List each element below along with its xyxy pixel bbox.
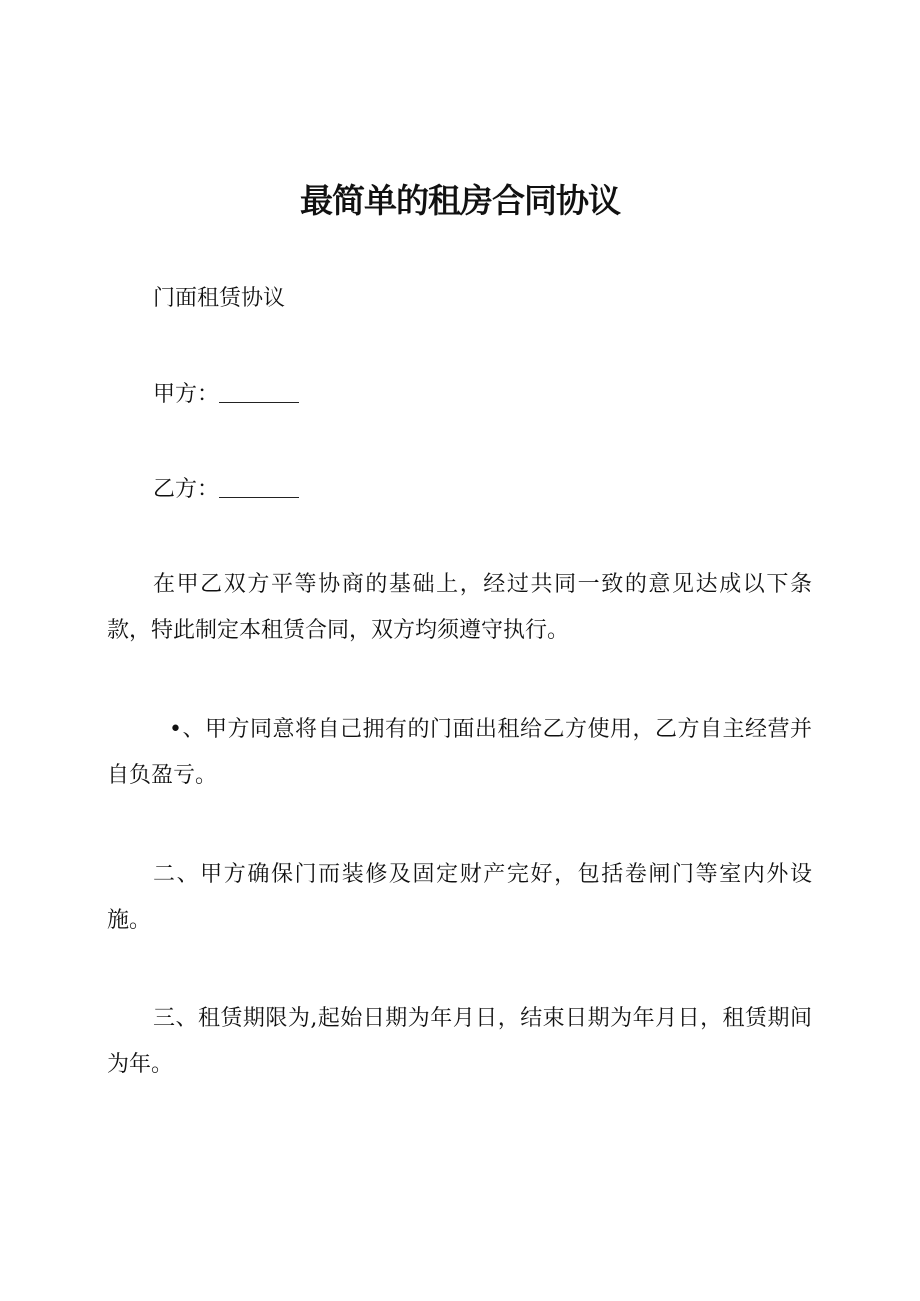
document-subtitle: 门面租赁协议 — [153, 286, 286, 311]
party-a-line — [153, 372, 299, 418]
page-title: 最简单的租房合同协议 — [300, 181, 620, 220]
party-a-blank — [219, 378, 299, 403]
clause-3: 三、租赁期限为,起始日期为年月日，结束日期为年月日，租赁期间为年。 — [107, 1006, 812, 1077]
clause-1: •、甲方同意将自己拥有的门面出租给乙方使用，乙方自主经营并自负盈亏。 — [107, 717, 812, 788]
intro-paragraph: 在甲乙双方平等协商的基础上，经过共同一致的意见达成以下条款，特此制定本租赁合同，双方均须遵守执行。 — [107, 572, 812, 643]
clause-2: 二、甲方确保门而装修及固定财产完好，包括卷闸门等室内外设施。 — [107, 862, 812, 933]
party-a-label: 甲方： — [153, 382, 220, 407]
party-b-blank — [219, 473, 299, 498]
party-b-line — [153, 467, 299, 513]
party-b-label: 乙方： — [153, 477, 220, 502]
